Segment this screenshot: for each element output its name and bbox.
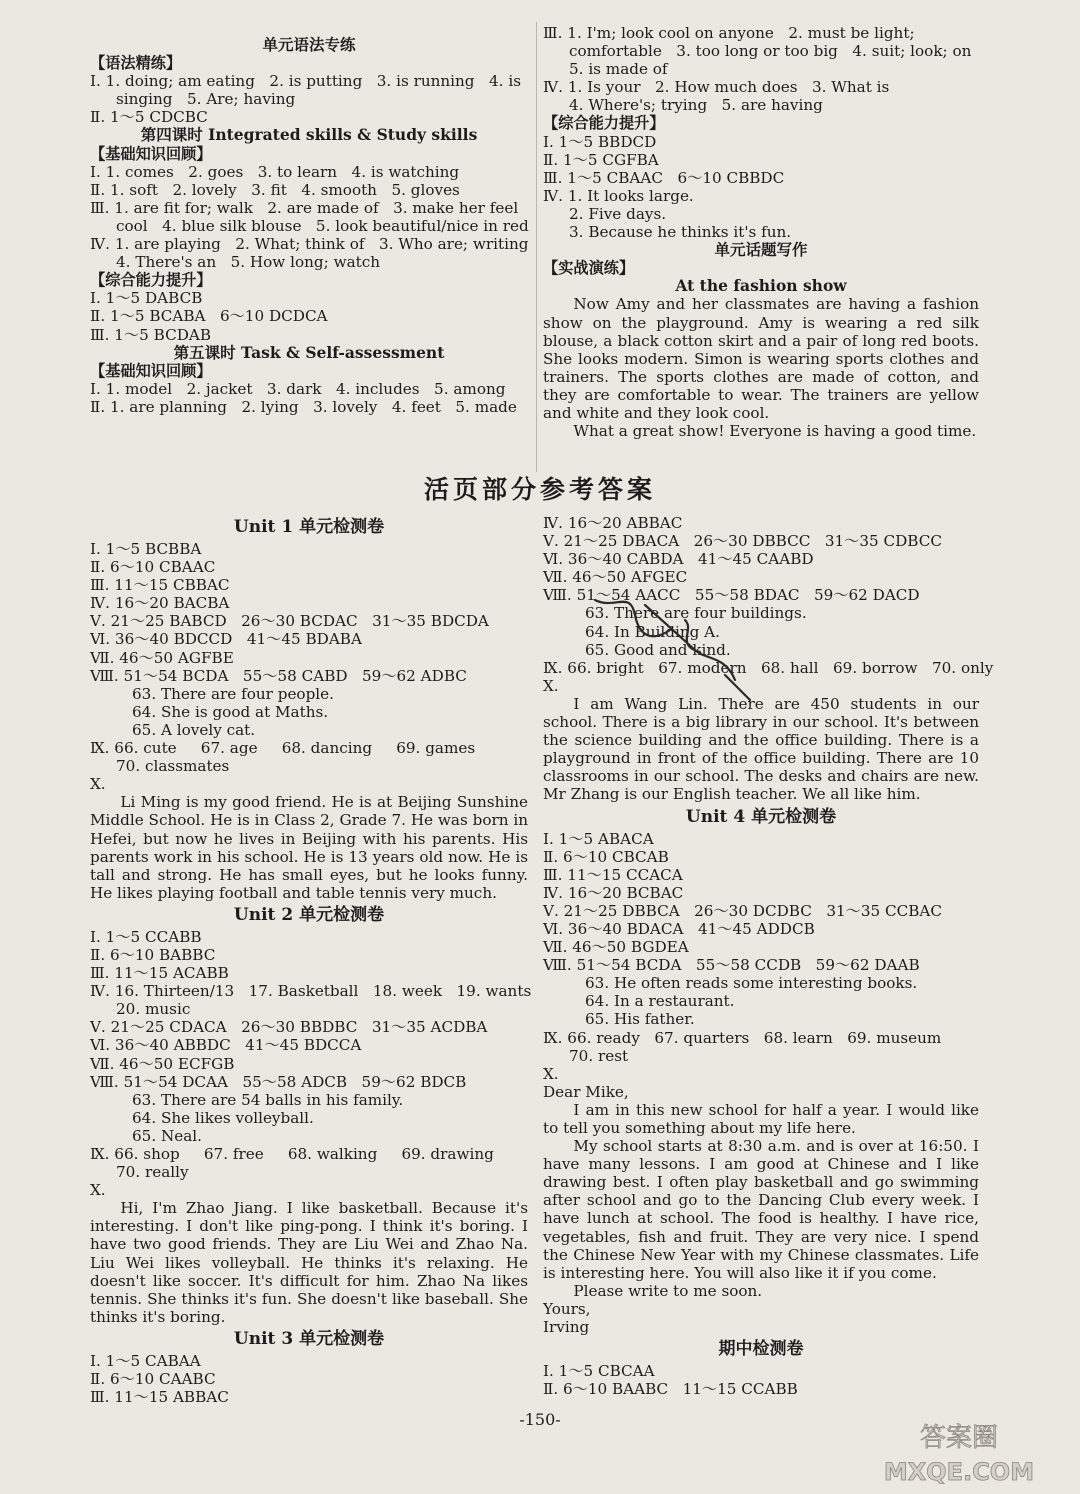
answer-line: Ⅶ. 46～50 AFGEC <box>543 568 688 587</box>
answer-line: Ⅳ. 16～20 ABBAC <box>543 514 683 532</box>
main-title: 活页部分参考答案 <box>423 475 656 504</box>
answer-line: Ⅱ. 6～10 CBCAB <box>543 847 669 866</box>
answer-line: Ⅰ. 1～5 BCBBA <box>90 540 202 558</box>
answer-line: Ⅷ. 51～54 AACC 55～58 BDAC 59～62 DACD <box>543 586 920 605</box>
section-heading: Unit 1 单元检测卷 <box>233 517 385 537</box>
section-heading: 单元话题写作 <box>714 240 808 260</box>
answer-line: 65. Good and kind. <box>585 640 731 659</box>
answer-line: Ⅴ. 21～25 DBACA 26～30 DBBCC 31～35 CDBCC <box>543 532 942 551</box>
watermark-glyphs: 答案圈 <box>919 1423 999 1453</box>
answer-line: Ⅹ. <box>543 676 559 695</box>
answer-line: Ⅱ. 1～5 BCABA 6～10 DCDCA <box>90 307 328 326</box>
paragraph: Li Ming is my good friend. He is at Beijing Sunshine Middle School. He is in Class 2, Grade 7. He was born in Hefei, but now he lives in Beijing with his parents. His parents work in his school. He is 13 years old now. He is tall and strong. He has small eyes, but he looks funny. He likes playing football and table tennis very much. <box>90 793 528 902</box>
answer-line: Ⅷ. 51～54 DCAA 55～58 ADCB 59～62 BDCB <box>90 1072 467 1091</box>
answer-line: Ⅰ. 1～5 CBCAA <box>543 1362 655 1381</box>
answer-line: Ⅱ. 6～10 BABBC <box>90 945 216 964</box>
answer-line: Ⅳ. 16～20 BCBAC <box>543 883 684 902</box>
paragraph: I am Wang Lin. There are 450 students in our school. There is a big library in our school. It's between the science building and the office building. There is a playground in front of the office building. There are 10 classrooms in our school. The desks and chairs are new. Mr Zhang is our English teacher. We all like him. <box>543 694 979 804</box>
answer-line: Ⅸ. 66. cute 67. age 68. dancing 69. games <box>90 739 476 758</box>
answer-line: 65. His father. <box>585 1010 695 1029</box>
answer-line: Ⅰ. 1～5 CCABB <box>90 927 202 946</box>
answer-line: 70. really <box>116 1163 189 1182</box>
answer-line: Ⅳ. 16～20 BACBA <box>90 594 230 613</box>
answer-line: Ⅲ. 1. are fit for; walk 2. are made of 3. make her feel <box>90 198 519 217</box>
section-label: 【基础知识回顾】 <box>90 144 212 163</box>
paragraph: What a great show! Everyone is having a good time. <box>573 422 977 441</box>
answer-line: 63. He often reads some interesting books. <box>585 974 918 993</box>
answer-line: Ⅱ. 1～5 CGFBA <box>543 150 659 169</box>
answer-line: Ⅱ. 1～5 CDCBC <box>90 108 208 127</box>
answer-line: Ⅸ. 66. bright 67. modern 68. hall 69. borrow 70. only <box>543 658 994 677</box>
top-right-column <box>543 24 979 440</box>
answer-line: 63. There are four people. <box>132 684 334 703</box>
answer-line: 63. There are 54 balls in his family. <box>132 1090 404 1109</box>
answer-line: 4. Where's; trying 5. are having <box>569 96 823 115</box>
page-number: -150- <box>519 1410 561 1429</box>
section-heading: 单元语法专练 <box>262 35 356 54</box>
section-heading: 第四课时 Integrated skills & Study skills <box>140 125 478 145</box>
answer-line: Ⅳ. 1. Is your 2. How much does 3. What is <box>543 78 890 97</box>
answer-line: Ⅰ. 1. comes 2. goes 3. to learn 4. is watching <box>90 162 460 181</box>
paragraph: Yours, <box>543 1299 591 1318</box>
paragraph: My school starts at 8:30 a.m. and is over at 16:50. I have many lessons. I am good at Chinese and I like drawing best. I often play basketball and go swimming after school and go to the Dancing Club every week. I have lunch at school. The food is healthy. I have rice, vegetables, fish and fruit. They are very nice. I spend the Chinese New Year with my Chinese classmates. Life is interesting here. You will also like it if you come. <box>543 1137 979 1282</box>
answer-line: cool 4. blue silk blouse 5. look beautiful/nice in red <box>116 216 529 235</box>
section-heading: 第五课时 Task & Self-assessment <box>173 342 445 362</box>
answer-line: Ⅲ. 11～15 ACABB <box>90 964 229 983</box>
section-label: 【语法精练】 <box>90 54 182 73</box>
answer-line: Ⅱ. 1. soft 2. lovely 3. fit 4. smooth 5. gloves <box>90 180 460 199</box>
answer-line: 20. music <box>116 1000 191 1019</box>
answer-line: Ⅸ. 66. shop 67. free 68. walking 69. drawing <box>90 1145 494 1163</box>
paragraph: Dear Mike, <box>543 1082 629 1101</box>
answer-line: 64. She is good at Maths. <box>132 702 329 721</box>
pen-scribble-icon <box>575 580 765 710</box>
answer-line: Ⅱ. 1. are planning 2. lying 3. lovely 4. feet 5. made <box>90 397 517 416</box>
section-label: 【综合能力提升】 <box>543 114 665 133</box>
answer-line: Ⅴ. 21～25 CDACA 26～30 BBDBC 31～35 ACDBA <box>90 1018 488 1037</box>
section-heading: Unit 4 单元检测卷 <box>685 806 837 827</box>
answer-line: Ⅰ. 1. model 2. jacket 3. dark 4. includes 5. among <box>90 379 506 398</box>
bottom-left-column <box>90 514 532 1407</box>
answer-line: singing 5. Are; having <box>116 90 296 109</box>
answer-line: Ⅸ. 66. ready 67. quarters 68. learn 69. museum <box>543 1028 942 1047</box>
answer-line: 64. In Building A. <box>585 622 720 641</box>
answer-line: comfortable 3. too long or too big 4. suit; look; on <box>569 42 972 61</box>
section-heading: Unit 3 单元检测卷 <box>233 1328 385 1349</box>
answer-line: Ⅰ. 1～5 ABACA <box>543 829 654 848</box>
watermark-text: MXQE.COM <box>883 1458 1035 1486</box>
answer-line: Ⅶ. 46～50 AGFBE <box>90 648 234 667</box>
answer-line: Ⅵ. 36～40 ABBDC 41～45 BDCCA <box>90 1036 362 1055</box>
answer-line: 65. A lovely cat. <box>132 720 256 739</box>
answer-line: Ⅰ. 1～5 DABCB <box>90 289 203 308</box>
paragraph: Hi, I'm Zhao Jiang. I like basketball. Because it's interesting. I don't like ping-pong. I think it's boring. I have two good friends. They are Liu Wei and Zhao Na. Liu Wei likes volleyball. He thinks it's relaxing. He doesn't like soccer. It's difficult for him. Zhao Na likes tennis. She thinks it's fun. She doesn't like baseball. She thinks it's boring. <box>90 1199 528 1326</box>
answer-line: Ⅳ. 1. are playing 2. What; think of 3. Who are; writing <box>90 235 529 254</box>
section-heading: Unit 2 单元检测卷 <box>233 904 385 925</box>
answer-line: Ⅲ. 1. I'm; look cool on anyone 2. must be light; <box>543 24 915 42</box>
section-heading: At the fashion show <box>675 276 847 296</box>
answer-line: Ⅵ. 36～40 CABDA 41～45 CAABD <box>543 550 814 569</box>
answer-line: Ⅹ. <box>543 1064 559 1083</box>
top-left-column <box>90 36 528 416</box>
answer-line: Ⅹ. <box>90 1181 106 1200</box>
answer-line: Ⅲ. 11～15 CCACA <box>543 865 683 884</box>
answer-line: Ⅲ. 11～15 ABBAC <box>90 1388 229 1407</box>
paragraph: I am in this new school for half a year. I would like to tell you something about my life here. <box>543 1100 979 1137</box>
answer-line: 5. is made of <box>569 60 668 79</box>
answer-line: Ⅰ. 1～5 BBDCD <box>543 132 657 151</box>
answer-line: Ⅳ. 1. It looks large. <box>543 186 694 205</box>
answer-line: Ⅴ. 21～25 DBBCA 26～30 DCDBC 31～35 CCBAC <box>543 901 942 920</box>
answer-line: 2. Five days. <box>569 204 667 223</box>
column-divider <box>536 22 537 472</box>
answer-line: 64. In a restaurant. <box>585 992 735 1011</box>
answer-line: Ⅷ. 51～54 BCDA 55～58 CCDB 59～62 DAAB <box>543 956 920 975</box>
section-label: 【基础知识回顾】 <box>90 361 212 380</box>
answer-line: 70. classmates <box>116 757 230 776</box>
section-heading: 期中检测卷 <box>718 1339 804 1360</box>
watermark-logo-icon <box>854 1418 1064 1488</box>
paragraph: Now Amy and her classmates are having a fashion show on the playground. Amy is wearing a red silk blouse, a black cotton skirt and a pair of long red boots. She looks modern. Simon is wearing sports clothes and trainers. The sports clothes are made of cotton, and they are comfortable to wear. The trainers are yellow and white and they look cool. <box>543 295 979 422</box>
answer-line: Ⅴ. 21～25 BABCD 26～30 BCDAC 31～35 BDCDA <box>90 612 489 631</box>
answer-line: Ⅰ. 1～5 CABAA <box>90 1351 201 1370</box>
answer-line: 70. rest <box>569 1046 629 1065</box>
paragraph: Please write to me soon. <box>573 1281 763 1300</box>
answer-line: 4. There's an 5. How long; watch <box>116 253 381 272</box>
answer-line: Ⅰ. 1. doing; am eating 2. is putting 3. is running 4. is <box>90 72 521 91</box>
answer-line: Ⅱ. 6～10 BAABC 11～15 CCABB <box>543 1380 798 1399</box>
answer-line: Ⅹ. <box>90 775 106 794</box>
answer-line: Ⅲ. 11～15 CBBAC <box>90 576 230 595</box>
answer-line: 65. Neal. <box>132 1126 202 1145</box>
answer-line: Ⅳ. 16. Thirteen/13 17. Basketball 18. week 19. wants <box>90 982 532 1001</box>
answer-line: Ⅵ. 36～40 BDCCD 41～45 BDABA <box>90 630 362 649</box>
answer-line: Ⅲ. 1～5 BCDAB <box>90 325 212 344</box>
answer-line: 63. There are four buildings. <box>585 604 807 623</box>
answer-line: Ⅱ. 6～10 CAABC <box>90 1370 216 1389</box>
paragraph: Irving <box>543 1318 590 1337</box>
answer-line: Ⅷ. 51～54 BCDA 55～58 CABD 59～62 ADBC <box>90 666 467 685</box>
answer-line: Ⅲ. 1～5 CBAAC 6～10 CBBDC <box>543 168 785 187</box>
answer-line: 3. Because he thinks it's fun. <box>569 223 792 242</box>
answer-line: Ⅵ. 36～40 BDACA 41～45 ADDCB <box>543 919 815 938</box>
section-label: 【实战演练】 <box>543 259 635 278</box>
section-label: 【综合能力提升】 <box>90 271 212 290</box>
answer-line: Ⅶ. 46～50 ECFGB <box>90 1054 235 1073</box>
answer-line: Ⅶ. 46～50 BGDEA <box>543 938 689 957</box>
answer-line: 64. She likes volleyball. <box>132 1108 314 1127</box>
answer-line: Ⅱ. 6～10 CBAAC <box>90 558 216 577</box>
